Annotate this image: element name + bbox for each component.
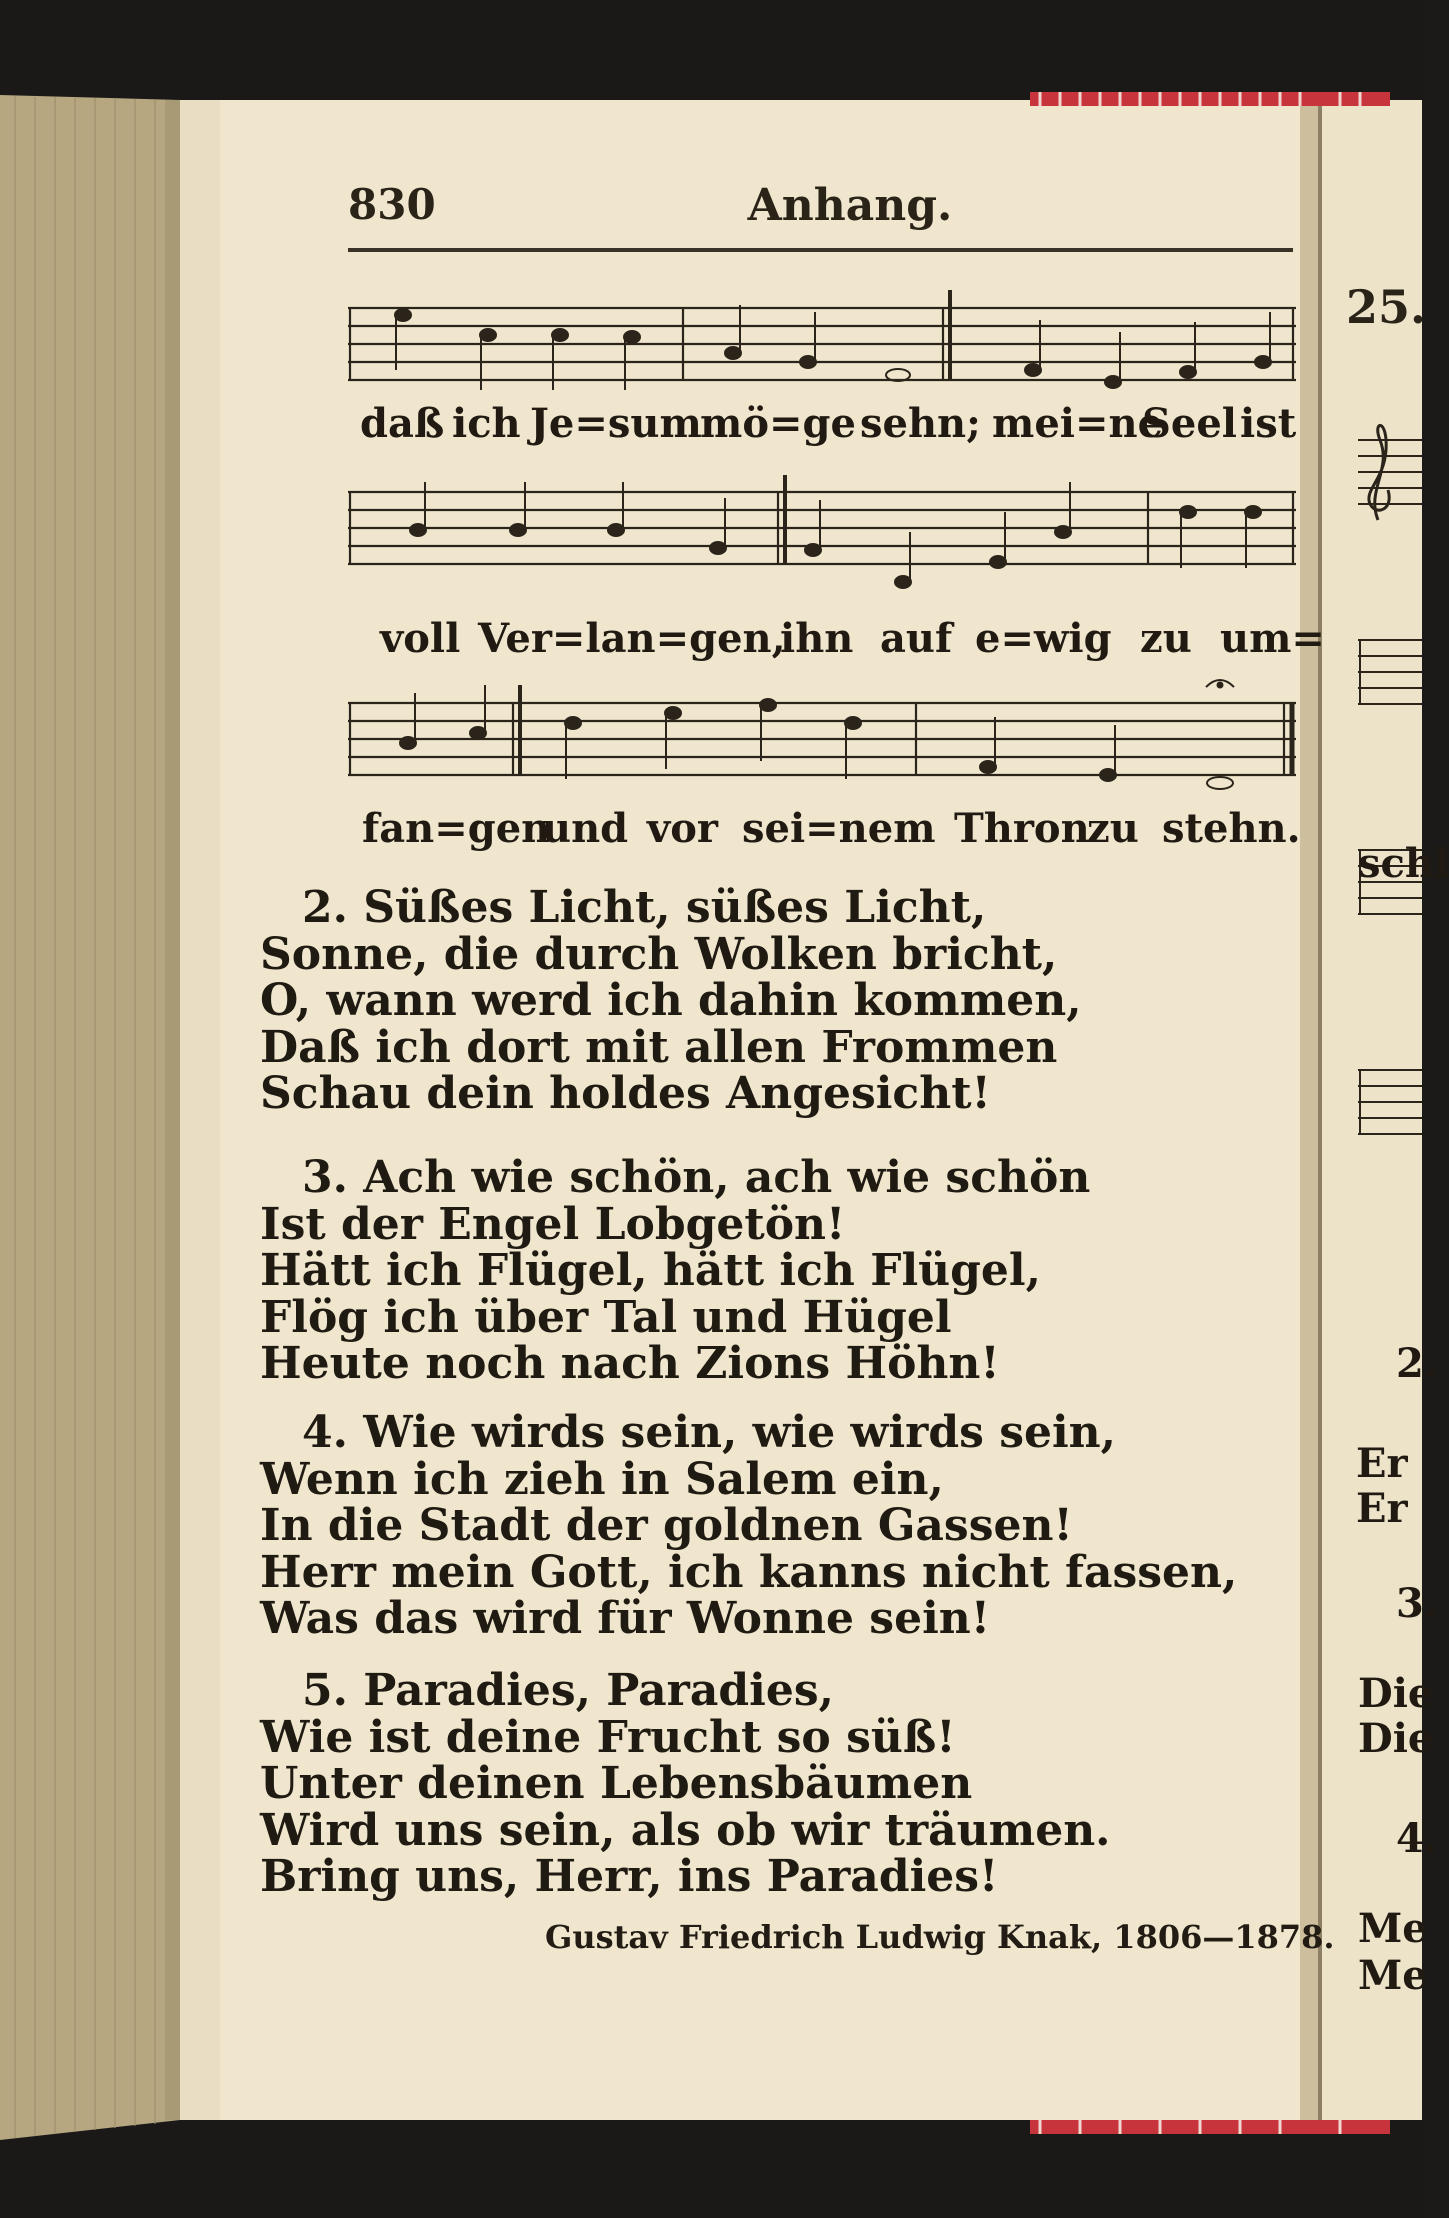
verse-line: Flög ich über Tal und Hügel xyxy=(260,1291,952,1343)
lyric-syllable: ich xyxy=(452,400,521,447)
lyric-syllable: Ver=lan=gen, xyxy=(478,615,786,662)
lyric-syllable: fan=gen xyxy=(362,805,551,852)
lyric-syllable: voll xyxy=(380,615,461,662)
verse-3 xyxy=(260,1152,1160,1389)
verse-line: In die Stadt der goldnen Gassen! xyxy=(260,1500,1073,1551)
lyric-syllable: sehn; xyxy=(860,400,981,447)
next-page-fragment: 2. xyxy=(1396,1340,1438,1387)
lyric-syllable: stehn. xyxy=(1162,805,1301,852)
music-staff-2 xyxy=(348,470,1296,590)
verse-line: Wird uns sein, als ob wir träumen. xyxy=(260,1804,1111,1856)
verse-line: Sonne, die durch Wolken bricht, xyxy=(260,928,1058,980)
next-page-fragment: Die xyxy=(1358,1715,1434,1762)
verse-line: Heute noch nach Zions Höhn! xyxy=(260,1338,1000,1389)
next-page-fragment: Die xyxy=(1358,1670,1434,1717)
header-rule xyxy=(348,248,1293,252)
music-staff-1 xyxy=(348,290,1296,400)
verse-4 xyxy=(260,1407,1238,1644)
verse-line: Wie ist deine Frucht so süß! xyxy=(260,1711,956,1763)
lyric-syllable: und xyxy=(542,805,629,852)
verse-line: Schau dein holdes Angesicht! xyxy=(260,1068,991,1119)
lyrics-line-2 xyxy=(380,615,1325,665)
next-page-fragment: 3. xyxy=(1396,1580,1438,1627)
next-hymn-number: 25. xyxy=(1346,280,1427,334)
lyric-syllable: Thron xyxy=(954,805,1090,852)
lyric-syllable: ist xyxy=(1240,400,1297,447)
verse-line: Unter deinen Lebensbäumen xyxy=(260,1758,973,1809)
lyric-syllable: daß xyxy=(360,400,445,447)
page-number: 830 xyxy=(348,180,436,229)
lyric-syllable: e=wig xyxy=(975,615,1112,662)
verse-line: Was das wird für Wonne sein! xyxy=(260,1593,991,1644)
verse-line: Ist der Engel Lobgetön! xyxy=(260,1198,846,1250)
lyric-syllable: zu xyxy=(1087,805,1139,852)
verse-line: 5. Paradies, Paradies, xyxy=(302,1665,834,1716)
lyric-syllable: sei=nem xyxy=(742,805,936,852)
verse-line: Hätt ich Flügel, hätt ich Flügel, xyxy=(260,1245,1041,1296)
lyric-syllable: zu xyxy=(1140,615,1192,662)
lyric-syllable: Seel xyxy=(1142,400,1237,447)
lyrics-line-3 xyxy=(362,805,1302,855)
next-page-fragment: Me xyxy=(1358,1952,1428,1999)
lyric-syllable: auf xyxy=(880,615,953,662)
verse-line: Bring uns, Herr, ins Paradies! xyxy=(260,1851,999,1902)
next-page-fragment: Er xyxy=(1356,1485,1408,1532)
verse-line: O, wann werd ich dahin kommen, xyxy=(260,975,1082,1026)
verse-line: 4. Wie wirds sein, wie wirds sein, xyxy=(302,1407,1116,1458)
next-page-staff-fragments xyxy=(1358,420,1422,1250)
next-page-fragment: schl xyxy=(1358,840,1449,887)
author-attribution: Gustav Friedrich Ludwig Knak, 1806—1878. xyxy=(545,1918,1335,1956)
verse-line: Herr mein Gott, ich kanns nicht fassen, xyxy=(260,1546,1238,1598)
lyric-syllable: mö=ge xyxy=(700,400,856,447)
verse-2 xyxy=(260,882,1160,1119)
music-staff-3 xyxy=(348,675,1296,795)
verse-5 xyxy=(260,1665,1160,1902)
facing-page xyxy=(1318,100,1449,2120)
verse-line: 2. Süßes Licht, süßes Licht, xyxy=(302,882,987,933)
lyrics-line-1 xyxy=(360,400,1300,450)
verse-line: 3. Ach wie schön, ach wie schön xyxy=(302,1152,1091,1203)
lyric-syllable: ihn xyxy=(780,615,854,662)
lyric-syllable: um= xyxy=(1220,615,1325,662)
next-page-fragment: Me xyxy=(1358,1905,1428,1952)
verse-line: Wenn ich zieh in Salem ein, xyxy=(260,1453,944,1505)
running-head: Anhang. xyxy=(747,180,953,231)
lyric-syllable: mei=ne xyxy=(992,400,1164,447)
lyric-syllable: vor xyxy=(647,805,718,852)
verse-line: Daß ich dort mit allen Frommen xyxy=(260,1021,1058,1073)
next-page-fragment: 4. xyxy=(1396,1815,1438,1862)
lyric-syllable: Je=sum xyxy=(530,400,702,447)
next-page-fragment: Er xyxy=(1356,1440,1408,1487)
